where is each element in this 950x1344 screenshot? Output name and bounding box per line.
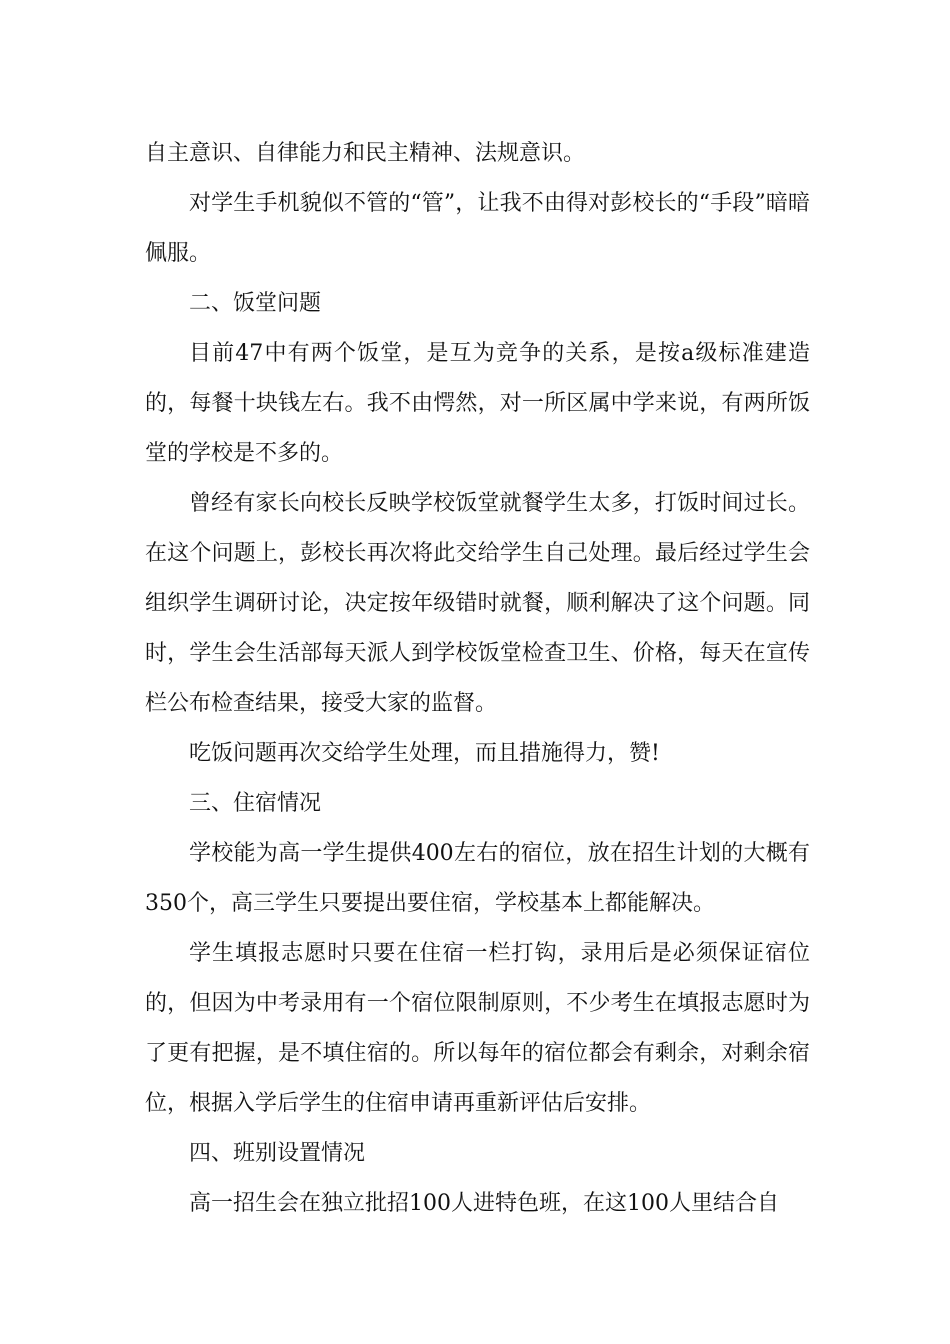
paragraph: 曾经有家长向校长反映学校饭堂就餐学生太多，打饭时间过长。在这个问题上，彭校长再次将此交给学生自己处理。最后经过学生会组织学生调研讨论，决定按年级错时就餐，顺利解决了这个问题。同时，学生会生活部每天派人到学校饭堂检查卫生、价格，每天在宣传栏公布检查结果，接受大家的监督。 [145,491,810,716]
paragraph: 目前47中有两个饭堂，是互为竞争的关系，是按a级标准建造的，每餐十块钱左右。我不由愕然，对一所区属中学来说，有两所饭堂的学校是不多的。 [145,341,810,466]
paragraph: 吃饭问题再次交给学生处理，而且措施得力，赞! [189,741,660,766]
paragraph: 学校能为高一学生提供400左右的宿位，放在招生计划的大概有350个，高三学生只要提出要住宿，学校基本上都能解决。 [145,841,810,916]
paragraph: 学生填报志愿时只要在住宿一栏打钩，录用后是必须保证宿位的，但因为中考录用有一个宿位限制原则，不少考生在填报志愿时为了更有把握，是不填住宿的。所以每年的宿位都会有剩余，对剩余宿位，根据入学后学生的住宿申请再重新评估后安排。 [145,941,810,1116]
document-body [145,129,810,1229]
paragraph: 高一招生会在独立批招100人进特色班，在这100人里结合自 [189,1191,779,1216]
section-heading: 二、饭堂问题 [189,291,322,316]
section-heading: 四、班别设置情况 [189,1141,366,1166]
paragraph: 自主意识、自律能力和民主精神、法规意识。 [145,141,586,166]
paragraph: 对学生手机貌似不管的“管”，让我不由得对彭校长的“手段”暗暗佩服。 [145,191,810,266]
section-heading: 三、住宿情况 [189,791,322,816]
